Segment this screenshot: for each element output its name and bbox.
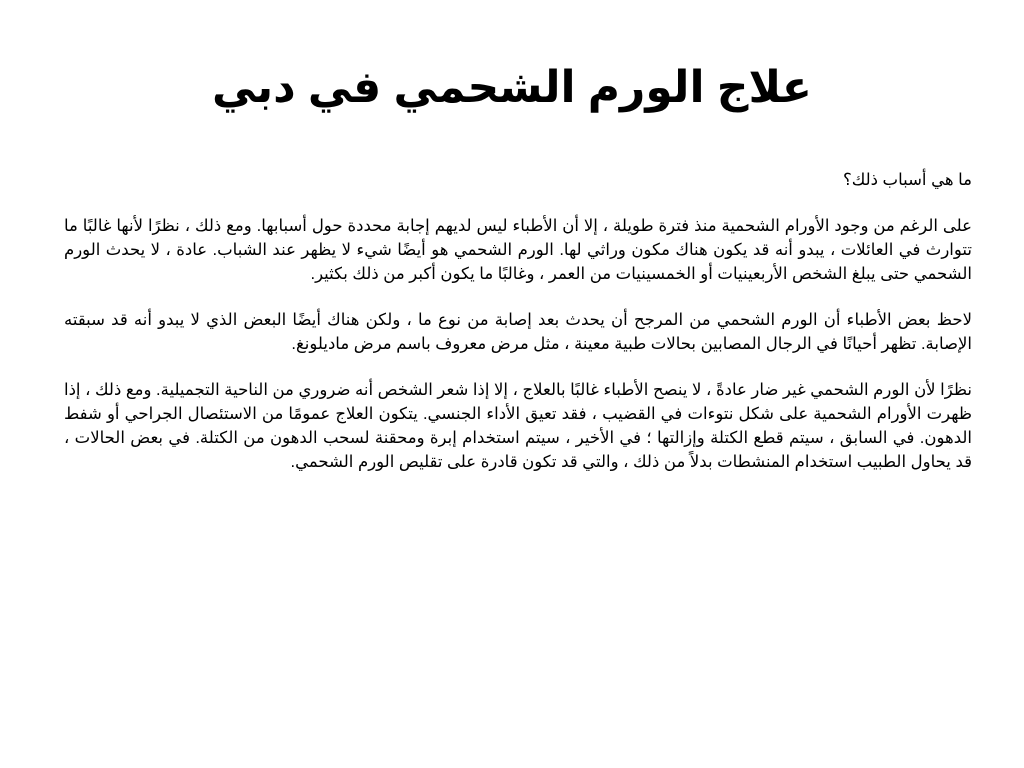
slide-title: علاج الورم الشحمي في دبي <box>212 63 812 112</box>
paragraph-causes-answer: على الرغم من وجود الأورام الشحمية منذ فترة طويلة ، إلا أن الأطباء ليس لديهم إجابة محددة حول أسبابها. ومع ذلك ، نظرًا لأنها غالبًا ما تتوارث في العائلات ، يبدو أنه قد يكون هناك مكون وراثي لها. الورم الشحمي هو أيضًا شيء لا يظهر عند الشباب. عادة ، لا يحدث الورم الشحمي حتى يبلغ الشخص الأربعينيات أو الخمسينيات من العمر ، وغالبًا ما يكون أكبر من ذلك بكثير. <box>64 217 972 283</box>
paragraph-injury-note: لاحظ بعض الأطباء أن الورم الشحمي من المرجح أن يحدث بعد إصابة من نوع ما ، ولكن هناك أيضًا البعض الذي لا يبدو أنه قد سبقته الإصابة. تظهر أحيانًا في الرجال المصابين بحالات طبية معينة ، مثل مرض معروف باسم مرض ماديلونغ. <box>64 311 972 353</box>
paragraph-treatment: نظرًا لأن الورم الشحمي غير ضار عادةً ، لا ينصح الأطباء غالبًا بالعلاج ، إلا إذا شعر الشخص أنه ضروري من الناحية التجميلية. ومع ذلك ، إذا ظهرت الأورام الشحمية على شكل نتوءات في القضيب ، فقد تعيق الأداء الجنسي. يتكون العلاج عمومًا من الاستئصال الجراحي أو شفط الدهون. في السابق ، سيتم قطع الكتلة وإزالتها ؛ في الأخير ، سيتم استخدام إبرة ومحقنة لسحب الدهون من الكتلة. في بعض الحالات ، قد يحاول الطبيب استخدام المنشطات بدلاً من ذلك ، والتي قد تكون قادرة على تقليص الورم الشحمي. <box>64 381 972 471</box>
slide-body <box>64 168 972 496</box>
paragraph-causes-question: ما هي أسباب ذلك؟ <box>842 171 972 189</box>
